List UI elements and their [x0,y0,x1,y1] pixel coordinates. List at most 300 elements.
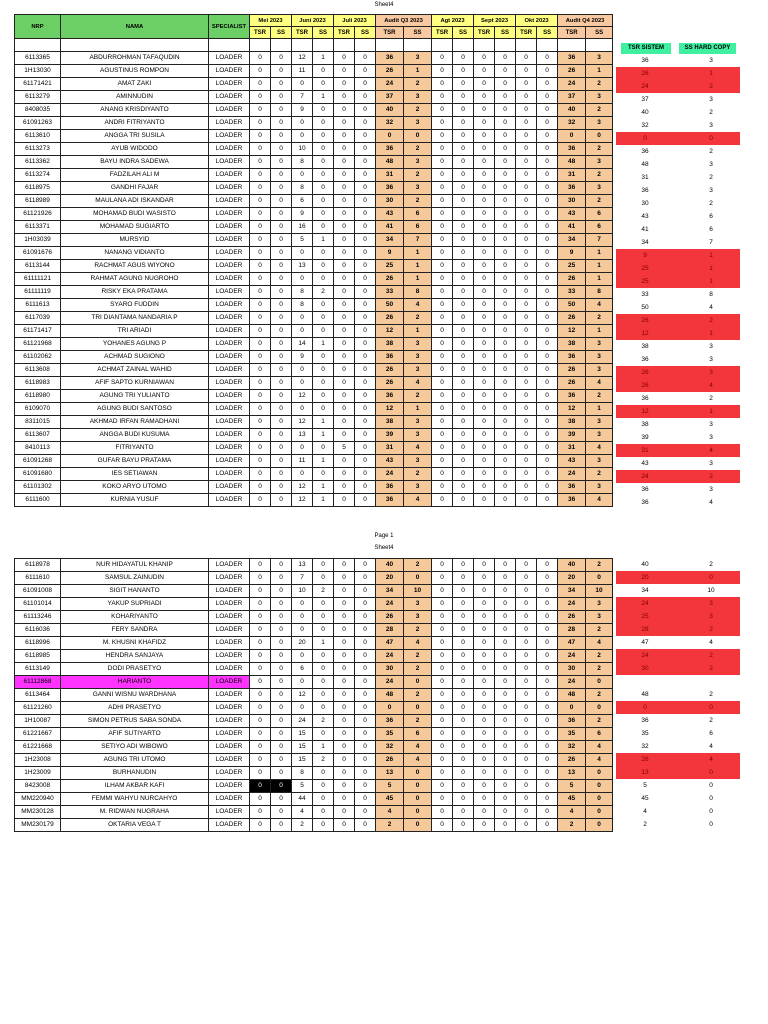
value-cell: 0 [313,819,334,832]
value-cell: 0 [404,130,432,143]
value-cell: 0 [537,234,558,247]
value-cell: 0 [474,806,495,819]
value-cell: 8 [292,767,313,780]
value-cell: 0 [404,819,432,832]
value-cell: 0 [355,351,376,364]
nama-cell: DODI PRASETYO [61,663,209,676]
value-cell: 0 [292,598,313,611]
value-cell: 0 [432,559,453,572]
value-cell: 0 [537,637,558,650]
value-cell: 33 [376,286,404,299]
value-cell: 0 [453,767,474,780]
value-cell: 0 [376,702,404,715]
tsr-header: TSR [474,27,495,39]
value-cell: 0 [313,221,334,234]
value-cell: 8 [292,156,313,169]
nama-cell: ANGGA TRI SUSILA [61,130,209,143]
value-cell: 2 [586,559,613,572]
value-cell: 0 [271,78,292,91]
nama-cell: ACHMAD SUGIONO [61,351,209,364]
value-cell: 0 [495,65,516,78]
nama-cell: AYUB WIDODO [61,143,209,156]
value-cell: 3 [404,598,432,611]
value-cell: 0 [334,364,355,377]
table-row [15,104,613,117]
value-cell: 0 [495,663,516,676]
value-cell: 0 [271,416,292,429]
value-cell: 0 [271,780,292,793]
value-cell: 0 [271,221,292,234]
value-cell: 3 [586,481,613,494]
value-cell: 0 [250,611,271,624]
specialist-cell: LOADER [209,156,250,169]
value-cell: 0 [516,286,537,299]
value-cell: 0 [474,455,495,468]
value-cell: 0 [453,429,474,442]
table-row [15,611,613,624]
value-cell: 0 [432,429,453,442]
value-cell: 15 [292,728,313,741]
value-cell: 24 [376,598,404,611]
value-cell: 0 [292,702,313,715]
value-cell: 0 [355,91,376,104]
tsr-sistem-cell: 12 [616,327,674,340]
value-cell: 2 [376,819,404,832]
value-cell: 2 [404,143,432,156]
table-row [15,572,613,585]
value-cell: 2 [586,624,613,637]
tsr-sistem-cell: 24 [616,470,674,483]
tsr-sistem-cell: 0 [616,132,674,145]
tsr-sistem-cell: 40 [641,109,649,116]
value-cell: 0 [516,754,537,767]
value-cell: 0 [271,130,292,143]
value-cell: 0 [432,65,453,78]
value-cell: 0 [474,741,495,754]
nama-cell: NUR HIDAYATUL KHANIP [61,559,209,572]
gap-cell [674,392,682,405]
value-cell: 0 [516,442,537,455]
value-cell: 0 [355,715,376,728]
ss-hard-copy-cell: 2 [682,623,740,636]
value-cell: 3 [586,156,613,169]
value-cell: 0 [453,715,474,728]
specialist-cell: LOADER [209,117,250,130]
value-cell: 0 [271,689,292,702]
value-cell: 0 [313,377,334,390]
value-cell: 0 [432,637,453,650]
value-cell: 0 [250,559,271,572]
gap-cell [674,158,682,171]
value-cell: 0 [355,247,376,260]
value-cell: 41 [558,221,586,234]
table-row [15,455,613,468]
tsr-header: TSR [334,27,355,39]
value-cell: 0 [432,351,453,364]
empty-cell [558,39,586,52]
value-cell: 0 [537,208,558,221]
nrp-cell: 6111610 [15,572,61,585]
nrp-cell: 6113464 [15,689,61,702]
value-cell: 0 [313,312,334,325]
value-cell: 0 [271,286,292,299]
value-cell: 0 [250,286,271,299]
nama-cell: KOKO ARYO UTOMO [61,481,209,494]
value-cell: 0 [271,247,292,260]
tsr-sistem-cell: 43 [641,460,649,467]
value-cell: 1 [313,494,334,507]
value-cell: 3 [404,429,432,442]
value-cell: 0 [453,754,474,767]
value-cell: 0 [271,377,292,390]
value-cell: 0 [516,156,537,169]
value-cell: 0 [453,364,474,377]
value-cell: 0 [313,143,334,156]
nama-cell: YAKUP SUPRIADI [61,598,209,611]
tsr-sistem-cell: 28 [616,623,674,636]
nama-cell: KURNIA YUSUF [61,494,209,507]
value-cell: 0 [537,169,558,182]
gap-cell [674,662,682,675]
empty-cell [355,39,376,52]
nrp-cell: 1H23008 [15,754,61,767]
value-cell: 0 [516,312,537,325]
value-cell: 0 [432,468,453,481]
gap-cell [674,327,682,340]
value-cell: 0 [516,195,537,208]
nrp-cell: 6118975 [15,182,61,195]
value-cell: 0 [453,234,474,247]
nama-cell: AKHMAD IRFAN RAMADHANI [61,416,209,429]
value-cell: 4 [404,754,432,767]
value-cell: 10 [404,585,432,598]
gap-cell [674,223,682,236]
value-cell: 6 [292,195,313,208]
value-cell: 0 [334,260,355,273]
specialist-cell: LOADER [209,494,250,507]
value-cell: 2 [404,390,432,403]
value-cell: 0 [495,598,516,611]
value-cell: 0 [537,312,558,325]
value-cell: 35 [558,728,586,741]
value-cell: 0 [334,429,355,442]
nrp-cell: 6113607 [15,429,61,442]
value-cell: 0 [474,429,495,442]
value-cell: 39 [376,429,404,442]
value-cell: 0 [292,78,313,91]
value-cell: 36 [558,390,586,403]
value-cell: 0 [537,377,558,390]
value-cell: 0 [453,806,474,819]
value-cell: 0 [334,52,355,65]
value-cell: 0 [313,195,334,208]
value-cell: 1 [404,273,432,286]
value-cell: 0 [432,286,453,299]
value-cell: 13 [558,767,586,780]
value-cell: 0 [474,234,495,247]
value-cell: 0 [495,754,516,767]
table-row [15,416,613,429]
specialist-cell: LOADER [209,104,250,117]
nrp-cell: 6111600 [15,494,61,507]
value-cell: 48 [558,156,586,169]
value-cell: 0 [334,585,355,598]
tsr-header: TSR [516,27,537,39]
value-cell: 0 [250,78,271,91]
value-cell: 4 [404,494,432,507]
ss-hard-copy-cell: 3 [709,161,713,168]
side-row [616,418,740,431]
nama-cell: FERY SANDRA [61,624,209,637]
value-cell: 0 [495,806,516,819]
value-cell: 0 [334,169,355,182]
value-cell: 0 [313,208,334,221]
value-cell: 0 [474,247,495,260]
value-cell: 4 [404,741,432,754]
value-cell: 0 [453,117,474,130]
value-cell: 0 [271,117,292,130]
value-cell: 36 [376,390,404,403]
value-cell: 5 [334,442,355,455]
specialist-cell: LOADER [209,416,250,429]
value-cell: 26 [558,312,586,325]
value-cell: 0 [537,780,558,793]
side-row [616,392,740,405]
value-cell: 0 [537,455,558,468]
value-cell: 0 [495,403,516,416]
nama-cell: MAULANA ADI ISKANDAR [61,195,209,208]
value-cell: 0 [334,247,355,260]
value-cell: 0 [250,312,271,325]
value-cell: 0 [432,130,453,143]
value-cell: 0 [355,182,376,195]
value-cell: 5 [558,780,586,793]
value-cell: 0 [537,273,558,286]
nrp-cell: 8410113 [15,442,61,455]
tsr-header: TSR [558,27,586,39]
value-cell: 0 [537,403,558,416]
value-cell: 36 [558,351,586,364]
value-cell: 0 [313,403,334,416]
gap-cell [674,727,682,740]
specialist-cell: LOADER [209,442,250,455]
value-cell: 0 [516,715,537,728]
value-cell: 0 [271,364,292,377]
nama-cell: ABDURROHMAN TAFAQUDIN [61,52,209,65]
value-cell: 0 [432,585,453,598]
value-cell: 32 [558,117,586,130]
value-cell: 0 [292,403,313,416]
side-row [616,223,740,236]
value-cell: 0 [313,624,334,637]
value-cell: 0 [516,767,537,780]
tsr-sistem-cell: 36 [641,395,649,402]
nrp-cell: 61112868 [15,676,61,689]
value-cell: 0 [355,442,376,455]
value-cell: 0 [537,65,558,78]
nama-cell: ILHAM AKBAR KAFI [61,780,209,793]
tsr-sistem-cell: 31 [616,444,674,457]
nrp-cell: 6118989 [15,195,61,208]
value-cell: 0 [334,351,355,364]
ss-hard-copy-cell: 2 [709,717,713,724]
specialist-cell: LOADER [209,325,250,338]
value-cell: 0 [292,611,313,624]
tsr-sistem-cell: 0 [616,701,674,714]
value-cell: 4 [586,754,613,767]
value-cell: 0 [404,780,432,793]
value-cell: 38 [376,416,404,429]
value-cell: 0 [432,273,453,286]
specialist-cell: LOADER [209,299,250,312]
value-cell: 1 [313,741,334,754]
value-cell: 0 [404,572,432,585]
value-cell: 2 [313,754,334,767]
value-cell: 32 [376,117,404,130]
value-cell: 0 [432,663,453,676]
nama-cell: KOHARIYANTO [61,611,209,624]
tsr-sistem-cell: 36 [641,356,649,363]
value-cell: 0 [586,780,613,793]
ss-hard-copy-cell: 1 [682,405,740,418]
value-cell: 3 [586,416,613,429]
value-cell: 0 [334,468,355,481]
value-cell: 0 [355,559,376,572]
value-cell: 0 [313,260,334,273]
value-cell: 50 [558,299,586,312]
value-cell: 0 [250,325,271,338]
value-cell: 13 [376,767,404,780]
value-cell: 0 [453,195,474,208]
value-cell: 0 [355,234,376,247]
value-cell: 0 [453,65,474,78]
value-cell: 0 [271,273,292,286]
value-cell: 0 [313,78,334,91]
nama-cell: HARIANTO [61,676,209,689]
tsr-header: TSR [376,27,404,39]
value-cell: 44 [292,793,313,806]
value-cell: 43 [558,455,586,468]
table-row [15,468,613,481]
value-cell: 0 [474,312,495,325]
value-cell: 0 [313,598,334,611]
table-row [15,182,613,195]
value-cell: 10 [292,585,313,598]
value-cell: 25 [376,260,404,273]
gap-cell [674,431,682,444]
value-cell: 0 [453,260,474,273]
empty-cell [61,39,209,52]
value-cell: 0 [558,130,586,143]
gap-cell [674,353,682,366]
specialist-cell: LOADER [209,65,250,78]
value-cell: 0 [355,104,376,117]
value-cell: 0 [495,351,516,364]
value-cell: 24 [558,598,586,611]
ss-hard-copy-cell: 3 [709,343,713,350]
value-cell: 40 [376,559,404,572]
value-cell: 0 [292,676,313,689]
month-header: Juni 2023 [292,15,334,27]
value-cell: 0 [355,481,376,494]
side-row [616,740,740,753]
value-cell: 0 [250,65,271,78]
gap-cell [674,753,682,766]
value-cell: 0 [250,468,271,481]
value-cell: 0 [250,767,271,780]
value-cell: 36 [558,715,586,728]
value-cell: 0 [334,676,355,689]
value-cell: 0 [537,663,558,676]
side-row [616,727,740,740]
value-cell: 0 [495,676,516,689]
value-cell: 24 [558,468,586,481]
value-cell: 2 [586,195,613,208]
value-cell: 0 [432,221,453,234]
nrp-cell: 61091008 [15,585,61,598]
value-cell: 0 [271,65,292,78]
header-row-months [15,15,613,27]
value-cell: 26 [376,273,404,286]
value-cell: 0 [355,403,376,416]
value-cell: 0 [537,390,558,403]
value-cell: 0 [474,390,495,403]
nrp-header: NRP [15,15,61,39]
value-cell: 0 [495,741,516,754]
value-cell: 0 [250,702,271,715]
tsr-header: TSR [432,27,453,39]
value-cell: 0 [495,104,516,117]
value-cell: 3 [586,611,613,624]
value-cell: 0 [516,637,537,650]
value-cell: 2 [586,468,613,481]
value-cell: 0 [250,130,271,143]
value-cell: 0 [495,130,516,143]
value-cell: 0 [334,286,355,299]
value-cell: 11 [292,455,313,468]
specialist-cell: LOADER [209,234,250,247]
value-cell: 0 [453,286,474,299]
value-cell: 0 [432,780,453,793]
value-cell: 0 [250,377,271,390]
table-row [15,728,613,741]
value-cell: 0 [334,390,355,403]
value-cell: 3 [586,351,613,364]
value-cell: 31 [376,442,404,455]
value-cell: 0 [537,767,558,780]
ss-hard-copy-cell: 3 [709,122,713,129]
value-cell: 43 [376,455,404,468]
nrp-cell: 6113371 [15,221,61,234]
gap-cell [674,54,682,67]
value-cell: 45 [376,793,404,806]
value-cell: 0 [537,338,558,351]
value-cell: 0 [453,455,474,468]
value-cell: 0 [250,104,271,117]
gap-cell [674,818,682,831]
value-cell: 28 [376,624,404,637]
empty-cell [313,39,334,52]
value-cell: 0 [334,208,355,221]
value-cell: 2 [586,104,613,117]
tsr-sistem-cell: 41 [641,226,649,233]
value-cell: 34 [376,585,404,598]
empty-cell [271,39,292,52]
value-cell: 36 [558,481,586,494]
value-cell: 0 [537,104,558,117]
ss-hard-copy-cell: 10 [707,587,715,594]
value-cell: 0 [495,260,516,273]
